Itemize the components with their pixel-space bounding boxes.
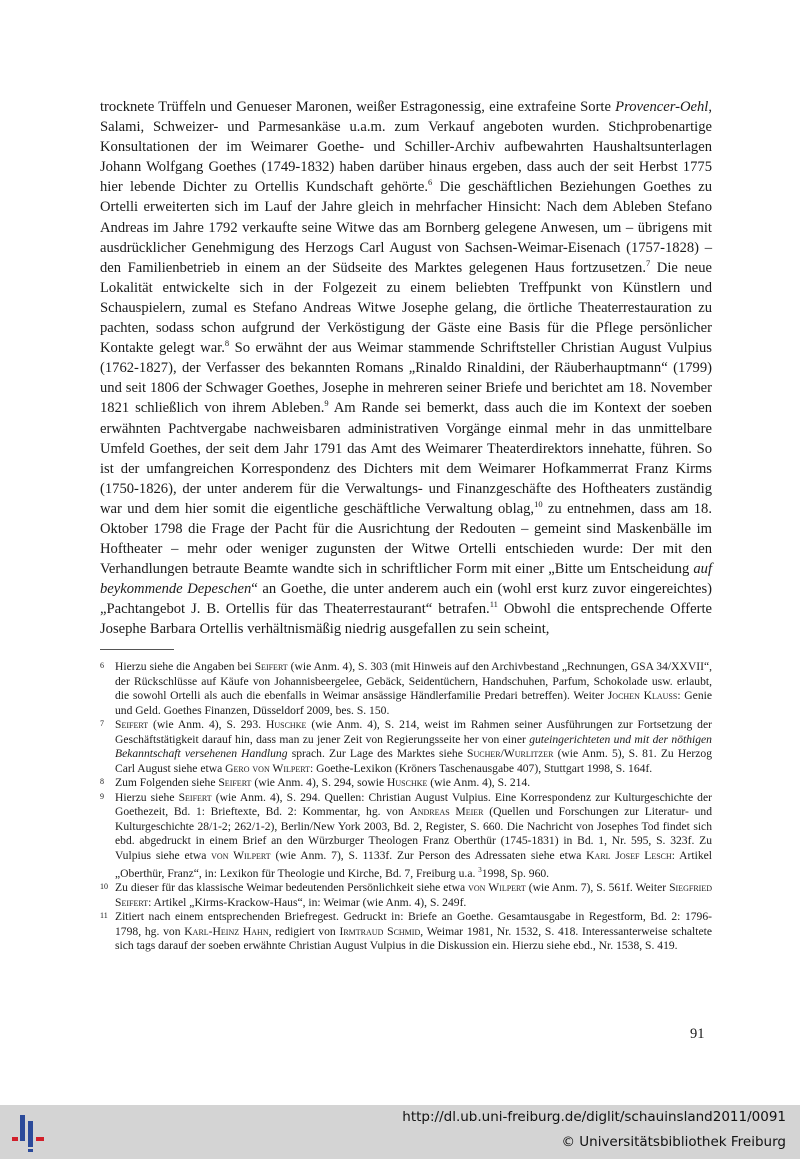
footnote-9 bbox=[100, 791, 712, 882]
italic-text: guteingerichteten und mit der nöthigen Bekanntschaft versehenen Handlung bbox=[115, 732, 712, 760]
footnotes bbox=[100, 660, 712, 954]
author-name: Seifert bbox=[218, 776, 252, 789]
edition-superscript: 3 bbox=[478, 866, 482, 874]
text-run: (wie Anm. 5), S. 81. Zu Herzog Carl August siehe etwa bbox=[115, 747, 712, 775]
author-name: Karl Josef Lesch bbox=[586, 848, 672, 862]
text-run: (wie Anm. 4), S. 303 (mit Hinweis auf den Archivbestand „Rechnungen, GSA 34/XXVII“, der Rückschlüsse auf Käufe von Johannisbeergelee, Gebäck, Seidentüchern, Handschuhen, Parfum, Schokolade usw. erlaubt, die sowohl Ortelli als auch die ebenfalls in Weimar ansässige Händlerfamilie Predari betreffen). Weiter bbox=[115, 660, 712, 702]
author-name: Seifert bbox=[178, 790, 212, 804]
text-run: : Artikel „Kirms-Krackow-Haus“, in: Weimar (wie Anm. 4), S. 249f. bbox=[148, 895, 467, 909]
author-name: Huschke bbox=[266, 718, 307, 731]
text-run: (wie Anm. 7), S. 561f. Weiter bbox=[525, 881, 670, 895]
text-run: Die geschäftlichen Beziehungen Goethes zu Ortelli erweiterten sich im Lauf der Jahre gleich in mehrfacher Hinsicht: Nach dem Ableben Stefano Andreas im Jahre 1792 verkaufte seine Witwe das am Bornberg gelegene Anwesen, um – übrigens mit ausdrücklicher Genehmigung des Herzogs Carl August von Sachsen-Weimar-Eisenach (1757-1828) – den Familienbetrieb in einem an der Südseite des Marktes gelegenen Haus fortzusetzen. bbox=[100, 179, 712, 276]
footnote-number: 8 bbox=[100, 777, 104, 786]
footnote-ref-7[interactable]: 7 bbox=[645, 257, 651, 268]
author-name: Karl-Heinz Hahn bbox=[184, 924, 269, 938]
text-run: Zu dieser für das klassische Weimar bedeutenden Persönlichkeit siehe etwa bbox=[115, 881, 469, 895]
author-name: Seifert bbox=[115, 718, 149, 731]
author-name: Sucher/Wurlitzer bbox=[467, 747, 554, 760]
author-name: Huschke bbox=[387, 776, 428, 789]
text-run: zu entnehmen, dass am 18. Oktober 1798 die Frage der Pacht für die Ausrichtung der Redouten – gemeint sind Maskenbälle im Hoftheater – mehr oder weniger zugunsten der Witwe Ortelli entschieden wurde: Der mit den Verhandlungen betraute Beamte wandte sich in schriftlicher Form mit einer „Bitte um Entscheidung bbox=[100, 500, 712, 578]
text-run: So erwähnt der aus Weimar stammende Schriftsteller Christian August Vulpius (1762-1827), der Verfasser des bekannten Romans „Rinaldo Rinaldini, der Räuberhauptmann“ (1799) und seit 1806 der Schwager Goethes, Josephe in mehreren seiner Briefe und berichtet am 18. November 1821 schließlich von ihrem Ableben. bbox=[100, 340, 712, 417]
author-name: Seifert bbox=[254, 660, 288, 673]
text-run: 1998, Sp. 960. bbox=[481, 866, 550, 880]
body-paragraph bbox=[100, 97, 712, 640]
footnote-number: 11 bbox=[100, 911, 108, 921]
author-name: Andreas Meier bbox=[409, 805, 484, 818]
footnote-6 bbox=[100, 660, 712, 718]
text-run: (wie Anm. 4), S. 214. bbox=[427, 776, 531, 789]
footnote-number: 6 bbox=[100, 661, 104, 670]
author-name: Gero von Wilpert bbox=[225, 761, 310, 775]
footnote-ref-10[interactable]: 10 bbox=[534, 499, 543, 510]
copyright-notice: © Universitätsbibliothek Freiburg bbox=[561, 1134, 786, 1150]
author-name: Irmtraud Schmid bbox=[339, 924, 421, 938]
text-run: , redigiert von bbox=[268, 924, 340, 938]
italic-text: Provencer-Oehl bbox=[615, 99, 709, 115]
text-run: Hierzu siehe die Angaben bei bbox=[115, 660, 255, 673]
footnote-8 bbox=[100, 776, 712, 791]
footnote-11 bbox=[100, 910, 712, 954]
text-run: Obwohl die entsprechende Offerte Josephe Barbara Ortellis verhältnismäßig niedrig ausgefallen zu sein scheint, bbox=[100, 601, 712, 638]
text-run: : Goethe-Lexikon (Kröners Taschenausgabe 407), Stuttgart 1998, S. 164f. bbox=[310, 761, 653, 775]
body-text bbox=[100, 97, 712, 640]
author-name: von Wilpert bbox=[211, 848, 271, 862]
footnote-number: 10 bbox=[100, 882, 108, 892]
author-name: von Wilpert bbox=[468, 881, 526, 895]
footnote-number: 7 bbox=[100, 719, 104, 728]
text-run: : Genie und Geld. Goethes Finanzen, Düsseldorf 2009, bes. S. 150. bbox=[115, 689, 712, 717]
text-run: Zum Folgenden siehe bbox=[115, 776, 219, 789]
text-run: (wie Anm. 4), S. 294. Quellen: Christian August Vulpius. Eine Korrespondenz zur Kulturgeschichte der Goethezeit, Bd. 1: Brieftexte, Bd. 2: Kommentar, hg. von bbox=[115, 790, 712, 818]
footnote-separator bbox=[100, 649, 174, 650]
footnote-ref-11[interactable]: 11 bbox=[489, 599, 498, 610]
text-run: Zitiert nach einem entsprechenden Briefregest. Gedruckt in: Briefe an Goethe. Gesamtausgabe in Regestform, Bd. 2: 1796-1798, hg. von bbox=[115, 910, 712, 938]
italic-text: auf beykommende Depeschen bbox=[100, 561, 712, 598]
text-run: sprach. Zur Lage des Marktes siehe bbox=[287, 747, 468, 760]
text-run: “ an Goethe, die unter anderem auch ein (wohl erst kurz zuvor eingereichtes) „Pachtangebot J. B. Ortellis für das Theaterrestaurant“ betrafen. bbox=[100, 581, 713, 618]
text-run: (Quellen und Forschungen zur Literatur- und Kulturgeschichte 28/1-2; 262/1-2), Berlin/New York 2003, Bd. 2, Register, S. 660. Die Nachricht von Josephes Tod findet sich ebd. abgedruckt in einem Brief an den Würzburger Theologen Franz Oberthür (1745-1831) in Bd. 1, Nr. 595, S. 323f. Zu Vulpius siehe etwa bbox=[115, 805, 712, 862]
text-run: , Salami, Schweizer- und Parmesankäse u.a.m. zum Verkauf angeboten wurden. Stichprobenartige Konsultationen der im Weimarer Goethe- und Schiller-Archiv aufbewahrten Haushaltsunterlagen Johann Wolfgang Goethes (1749-1832) haben darüber hinaus ergeben, dass auch der seit Herbst 1775 hier lebende Dichter zu Ortellis Kundschaft gehörte. bbox=[100, 99, 712, 196]
text-run: , Weimar 1981, Nr. 1532, S. 418. Interessanterweise schaltete sich tags darauf der soeben erwähnte Christian August Vulpius in die Diskussion ein. Hierzu siehe ebd., Nr. 1538, S. 419. bbox=[115, 924, 712, 953]
library-logo-icon[interactable] bbox=[10, 1113, 50, 1153]
text-run: : Artikel „Oberthür, Franz“, in: Lexikon für Theologie und Kirche, Bd. 7, Freiburg u.a. bbox=[115, 848, 713, 880]
text-run: (wie Anm. 4), S. 293. bbox=[148, 718, 266, 731]
footnote-10 bbox=[100, 881, 712, 910]
page-number: 91 bbox=[690, 1026, 705, 1042]
footnote-number: 9 bbox=[100, 791, 104, 801]
footnote-ref-6[interactable]: 6 bbox=[428, 177, 433, 188]
text-run: Hierzu siehe bbox=[115, 790, 179, 804]
text-run: trocknete Trüffeln und Genueser Maronen, weißer Estragonessig, eine extrafeine Sorte bbox=[100, 99, 616, 115]
text-run: (wie Anm. 7), S. 1133f. Zur Person des Adressaten siehe etwa bbox=[270, 848, 587, 862]
footnote-ref-9[interactable]: 9 bbox=[324, 398, 329, 409]
text-run: Am Rande sei bemerkt, dass auch die im Kontext der soeben erwähnten Pachtvergabe nachweisbaren administrativen Vorgänge einmal mehr in das unmittelbare Umfeld Goethes, der seit dem Jahr 1791 das Amt des Weimarer Theaterdirektors innehatte, führen. So ist der umfangreichen Korrespondenz des Dichters mit dem Weimarer Hofkammerrat Franz Kirms (1750-1826), der unter anderem für die Verwaltungs- und Finanzgeschäfte des Hoftheaters zuständig war und dem hier somit die eigentliche geschäftliche Verwaltung oblag, bbox=[100, 400, 712, 517]
viewer-footer-bar bbox=[0, 1105, 800, 1159]
author-name: Jochen Klauss bbox=[607, 689, 678, 702]
text-run: Die neue Lokalität entwickelte sich in der Folgezeit zu einem beliebten Treffpunkt von Künstlern und Schauspielern, zumal es Stefano Andreas Witwe Josephe gelang, die örtliche Theaterrestauration zu pachten, sodass schon aufgrund der Verköstigung der Gäste eine Basis für die Pflege persönlicher Kontakte gelegt war. bbox=[100, 259, 712, 357]
author-name: Siegfried Seifert bbox=[115, 881, 712, 909]
text-run: (wie Anm. 4), S. 294, sowie bbox=[251, 776, 388, 789]
footnote-7 bbox=[100, 718, 712, 776]
permalink-url[interactable]: http://dl.ub.uni-freiburg.de/diglit/schauinsland2011/0091 bbox=[402, 1109, 786, 1125]
text-run: (wie Anm. 4), S. 214, weist im Rahmen seiner Ausführungen zur Fortsetzung der Geschäftstätigkeit darauf hin, dass man zu jener Zeit von Regierungsseite her von einer bbox=[115, 718, 712, 746]
footnote-ref-8[interactable]: 8 bbox=[224, 338, 230, 349]
